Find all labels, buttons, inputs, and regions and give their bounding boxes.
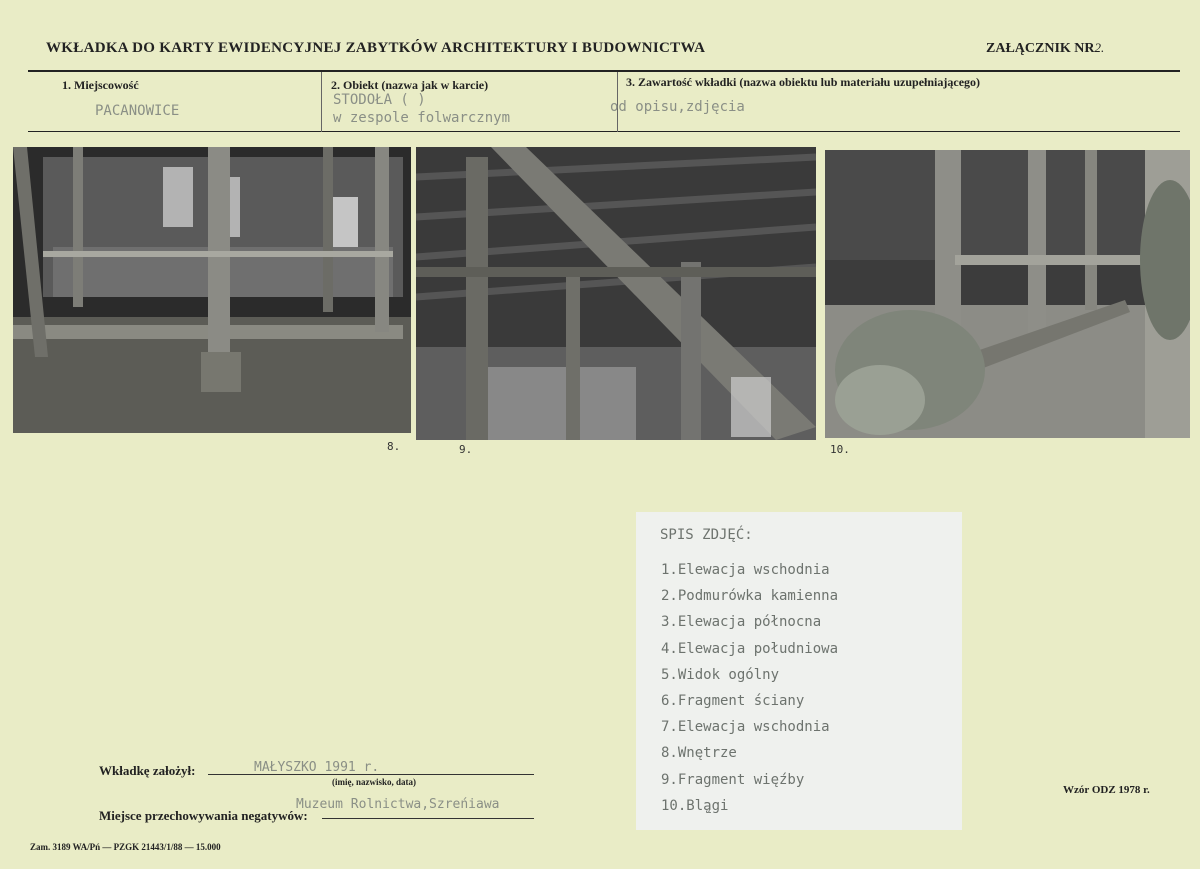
contents-value: od opisu,zdjęcia (610, 99, 745, 115)
header-bottom-rule (28, 131, 1180, 132)
list-item: 2.Podmurówka kamienna (661, 588, 839, 605)
photo-list-title: SPIS ZDJĘĆ: (660, 527, 753, 543)
roof-truss-photo (416, 147, 816, 440)
created-by-value: MAŁYSZKO 1991 r. (254, 760, 380, 775)
annex-label: ZAŁĄCZNIK NR2. (986, 40, 1105, 56)
list-item: 6.Fragment ściany (661, 692, 805, 709)
list-item: 8.Wnętrze (661, 745, 737, 762)
contents-label: 3. Zawartość wkładki (nazwa obiektu lub materiału uzupełniającego) (626, 75, 981, 89)
photo-number-8: 8. (387, 440, 401, 453)
object-value-line1: STODOŁA ( ) (333, 92, 426, 108)
list-item: 3.Elewacja północna (661, 614, 822, 631)
barn-wall-photo (825, 150, 1190, 438)
list-item: 10.Bl̨ągi (661, 797, 729, 814)
storage-line (322, 818, 534, 819)
photo-number-9: 9. (459, 443, 473, 456)
object-value-line2: w zespole folwarcznym (333, 110, 511, 126)
locality-value: PACANOWICE (95, 103, 180, 119)
column-divider-1 (321, 72, 322, 132)
created-by-hint: (imię, nazwisko, data) (332, 777, 416, 787)
list-item: 1.Elewacja wschodnia (661, 562, 830, 578)
photo-list (661, 562, 961, 824)
storage-label: Miejsce przechowywania negatywów: (99, 808, 308, 823)
list-item: 4.Elewacja południowa (661, 640, 839, 657)
form-reference: Wzór ODZ 1978 r. (1063, 784, 1150, 796)
top-rule (28, 70, 1180, 72)
barn-exterior-photo (13, 147, 411, 433)
print-reference: Zam. 3189 WA/Pń — PZGK 21443/1/88 — 15.000 (30, 842, 221, 852)
list-item: 5.Widok ogólny (661, 666, 780, 683)
created-by-label: Wkładkę założył: (99, 763, 196, 778)
storage-value: Muzeum Rolnictwa,Szreńiawa (296, 797, 500, 812)
form-title: WKŁADKA DO KARTY EWIDENCYJNEJ ZABYTKÓW ARCHITEKTURY I BUDOWNICTWA (46, 40, 706, 56)
locality-label: 1. Miejscowość (62, 78, 139, 92)
photo-number-10: 10. (830, 443, 850, 456)
list-item: 9.Fragment więźby (661, 771, 805, 788)
list-item: 7.Elewacja wschodnia (661, 719, 830, 736)
object-label: 2. Obiekt (nazwa jak w karcie) (331, 78, 489, 92)
